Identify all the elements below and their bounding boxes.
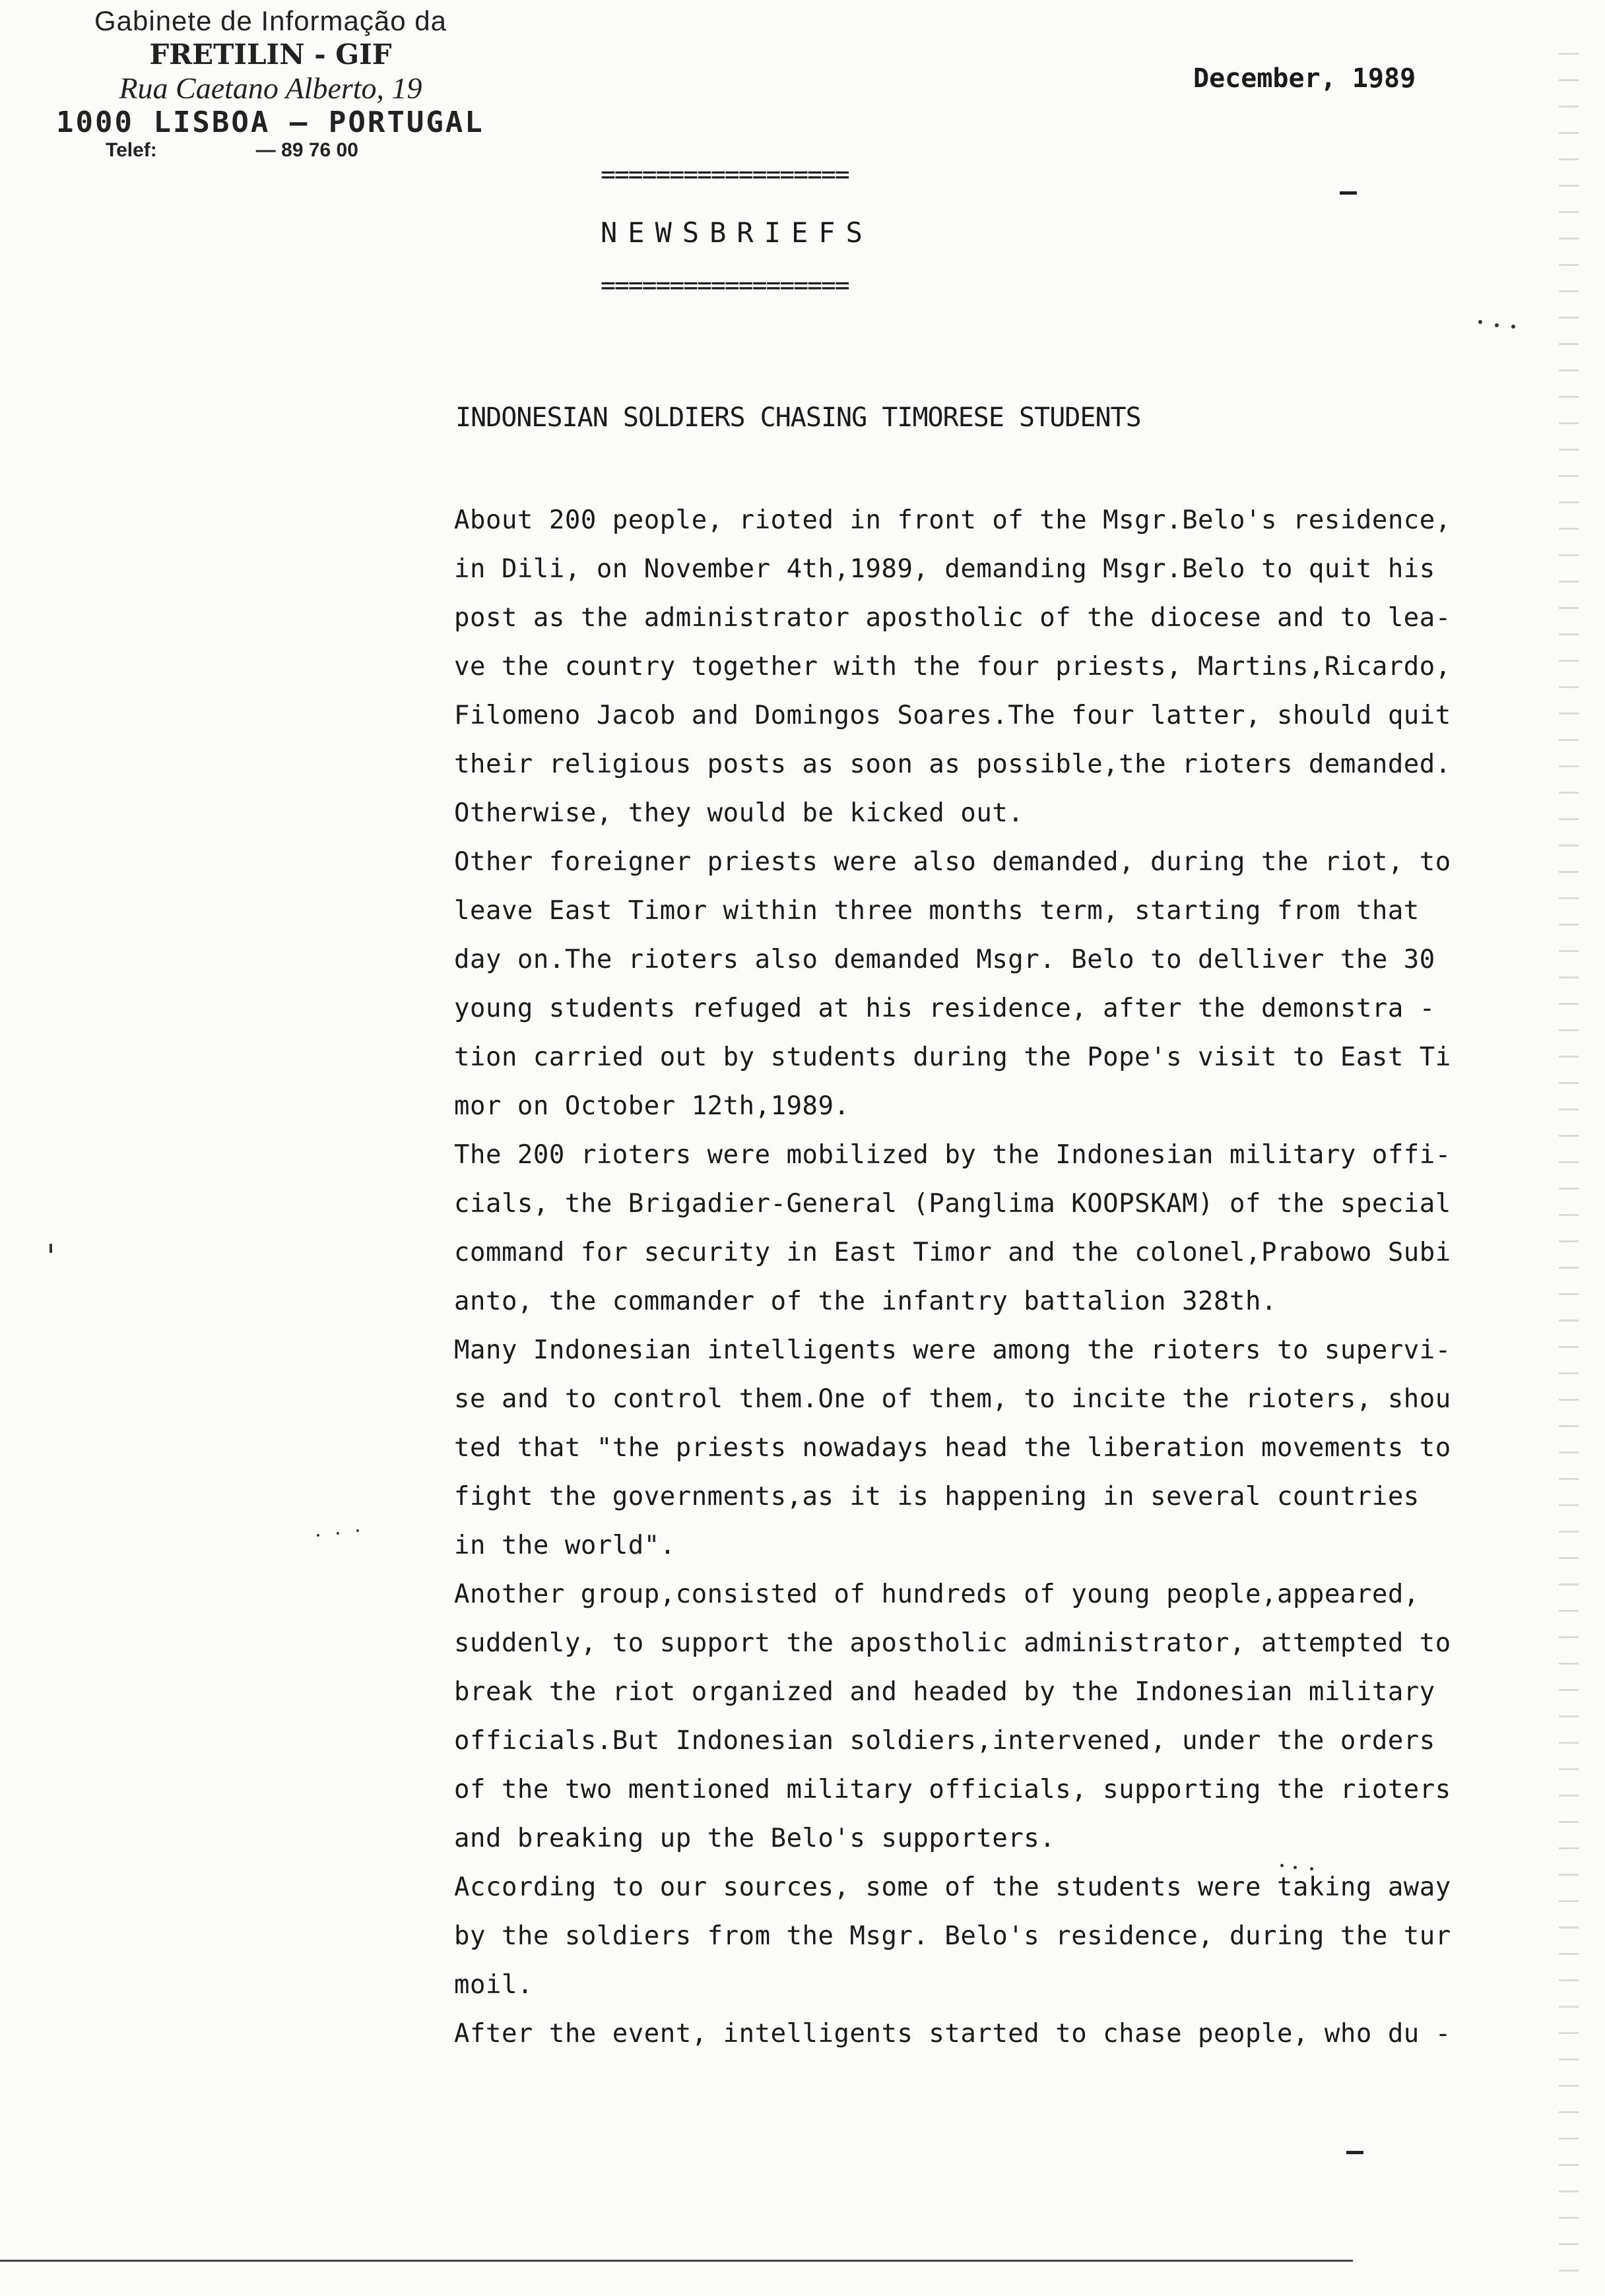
body-line: According to our sources, some of the students were taking away [454, 1872, 1451, 1902]
body-line: tion carried out by students during the Pope's visit to East Ti [454, 1042, 1451, 1072]
body-line: young students refuged at his residence, after the demonstra - [454, 994, 1435, 1023]
scan-speck [1511, 325, 1515, 329]
body-line: post as the administrator apostholic of the diocese and to lea- [454, 603, 1451, 633]
body-line: day on.The rioters also demanded Msgr. Belo to delliver the 30 [454, 945, 1435, 974]
body-line: break the riot organized and headed by the Indonesian military [454, 1677, 1435, 1707]
body-line: ve the country together with the four priests, Martins,Ricardo, [454, 652, 1451, 682]
letterhead-stamp [40, 5, 502, 162]
divider-rule-top: ================== [601, 160, 849, 189]
body-line: leave East Timor within three months term, starting from that [454, 896, 1420, 926]
body-line: anto, the commander of the infantry battalion 328th. [454, 1287, 1277, 1316]
body-line: Filomeno Jacob and Domingos Soares.The four latter, should quit [454, 701, 1451, 730]
scan-speck [337, 1532, 339, 1535]
body-line: cials, the Brigadier-General (Panglima KOOPSKAM) of the special [454, 1189, 1451, 1219]
body-line: by the soldiers from the Msgr. Belo's residence, during the tur [454, 1921, 1451, 1951]
body-line: mor on October 12th,1989. [454, 1091, 850, 1121]
body-line: The 200 rioters were mobilized by the Indonesian military offi- [454, 1140, 1451, 1170]
scan-edge-noise [1559, 53, 1579, 2283]
scan-speck [1495, 323, 1499, 327]
body-line: their religious posts as soon as possible,the rioters demanded. [454, 749, 1451, 779]
letterhead-line-1: Gabinete de Informação da [94, 5, 447, 36]
body-line: About 200 people, rioted in front of the Msgr.Belo's residence, [454, 505, 1451, 535]
scan-speck [49, 1244, 52, 1253]
body-line: command for security in East Timor and the colonel,Prabowo Subi [454, 1238, 1451, 1267]
body-line: of the two mentioned military officials, supporting the rioters [454, 1775, 1451, 1804]
body-line: fight the governments,as it is happening in several countries [454, 1482, 1420, 1512]
scan-speck [1478, 320, 1482, 324]
scan-speck [1310, 1867, 1313, 1870]
divider-rule-bottom: ================== [601, 271, 849, 300]
section-title: NEWSBRIEFS [601, 216, 873, 249]
body-line: suddenly, to support the apostholic administrator, attempted to [454, 1628, 1451, 1658]
phone-label: Telef: [106, 139, 157, 161]
letterhead-line-2: FRETILIN - GIF [149, 38, 392, 71]
scan-bottom-edge [0, 2260, 1353, 2262]
scan-speck [317, 1534, 319, 1537]
article-headline: INDONESIAN SOLDIERS CHASING TIMORESE STUDENTS [455, 402, 1141, 433]
scan-speck [1294, 1866, 1297, 1869]
scan-speck [1280, 1864, 1284, 1867]
body-line: ted that "the priests nowadays head the liberation movements to [454, 1433, 1451, 1463]
body-line: Another group,consisted of hundreds of young people,appeared, [454, 1579, 1420, 1609]
letterhead-phone [106, 139, 502, 162]
document-date: December, 1989 [1193, 63, 1416, 94]
letterhead-address: Rua Caetano Alberto, 19 [119, 71, 422, 105]
body-line: and breaking up the Belo's supporters. [454, 1824, 1056, 1853]
body-line: se and to control them.One of them, to incite the rioters, shou [454, 1384, 1451, 1414]
body-line: in Dili, on November 4th,1989, demanding Msgr.Belo to quit his [454, 554, 1435, 584]
scan-mark [1340, 191, 1357, 195]
body-line: moil. [454, 1970, 533, 2000]
scan-speck [356, 1529, 359, 1532]
scan-mark [1346, 2151, 1363, 2154]
phone-number: — 89 76 00 [255, 139, 358, 161]
body-line: officials.But Indonesian soldiers,intervened, under the orders [454, 1726, 1435, 1756]
body-line: Many Indonesian intelligents were among the rioters to supervi- [454, 1335, 1451, 1365]
body-line: Otherwise, they would be kicked out. [454, 798, 1024, 828]
letterhead-city: 1000 LISBOA — PORTUGAL [56, 106, 484, 139]
body-line: in the world". [454, 1531, 676, 1560]
body-line: Other foreigner priests were also demanded, during the riot, to [454, 847, 1451, 877]
body-line: After the event, intelligents started to chase people, who du - [454, 2019, 1451, 2049]
article-body [454, 496, 1510, 2058]
